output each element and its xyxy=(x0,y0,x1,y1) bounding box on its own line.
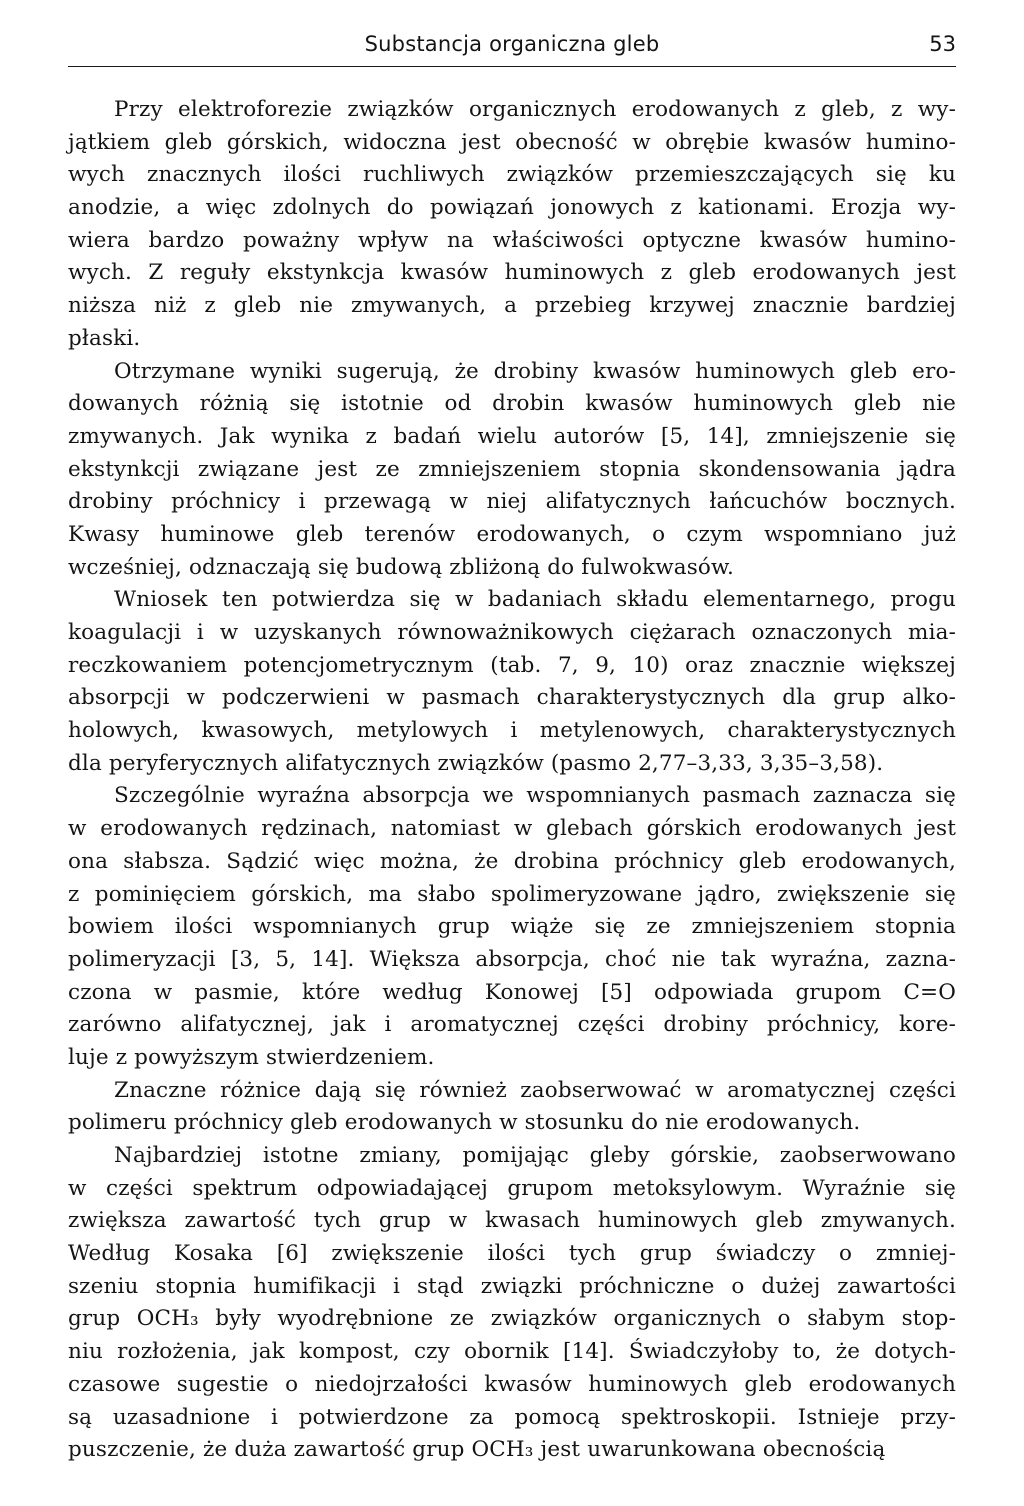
text-line: luje z powyższym stwierdzeniem. xyxy=(68,1044,435,1070)
paragraph xyxy=(68,1140,956,1467)
running-header xyxy=(68,26,956,66)
text-line: bowiem ilości wspomnianych grup wiąże się ze zmniejszeniem stopnia xyxy=(68,914,956,940)
text-line: niższa niż z gleb nie zmywanych, a przebieg krzywej znacznie bardziej xyxy=(68,293,956,319)
text-line: wych znacznych ilości ruchliwych związków przemieszczających się ku xyxy=(68,162,956,188)
text-line: w erodowanych rędzinach, natomiast w glebach górskich erodowanych jest xyxy=(68,816,956,842)
text-line: z pominięciem górskich, ma słabo spolimeryzowane jądro, zwiększenie się xyxy=(68,881,956,907)
text-line: Szczególnie wyraźna absorpcja we wspomnianych pasmach zaznacza się xyxy=(114,783,956,809)
body-text xyxy=(68,94,956,1467)
page-number: 53 xyxy=(929,32,956,56)
text-line: Znaczne różnice dają się również zaobserwować w aromatycznej części xyxy=(114,1077,956,1103)
text-line: koagulacji i w uzyskanych równoważnikowych ciężarach oznaczonych mia- xyxy=(68,620,956,645)
text-line: wiera bardzo poważny wpływ na właściwości optyczne kwasów humino- xyxy=(68,227,956,253)
text-line: szeniu stopnia humifikacji i stąd związki próchniczne o dużej zawartości xyxy=(68,1273,956,1299)
text-line: Najbardziej istotne zmiany, pomijając gleby górskie, zaobserwowano xyxy=(114,1143,956,1168)
text-line: drobiny próchnicy i przewagą w niej alifatycznych łańcuchów bocznych. xyxy=(68,489,956,515)
text-line: Według Kosaka [6] zwiększenie ilości tych grup świadczy o zmniej- xyxy=(68,1241,956,1267)
text-line: puszczenie, że duża zawartość grup OCH₃ jest uwarunkowana obecnością xyxy=(68,1437,886,1463)
text-line: zwiększa zawartość tych grup w kwasach huminowych gleb zmywanych. xyxy=(68,1208,956,1234)
text-line: płaski. xyxy=(68,325,141,351)
text-line: czasowe sugestie o niedojrzałości kwasów huminowych gleb erodowanych xyxy=(68,1371,956,1397)
text-line: dla peryferycznych alifatycznych związków (pasmo 2,77–3,33, 3,35–3,58). xyxy=(68,750,884,776)
text-line: grup OCH₃ były wyodrębnione ze związków organicznych o słabym stop- xyxy=(68,1306,956,1332)
text-line: ekstynkcji związane jest ze zmniejszeniem stopnia skondensowania jądra xyxy=(68,456,956,482)
paragraph xyxy=(68,780,956,1074)
text-line: w części spektrum odpowiadającej grupom metoksylowym. Wyraźnie się xyxy=(68,1175,956,1201)
text-line: anodzie, a więc zdolnych do powiązań jonowych z kationami. Erozja wy- xyxy=(68,195,956,221)
text-line: polimeru próchnicy gleb erodowanych w stosunku do nie erodowanych. xyxy=(68,1110,861,1136)
paragraph xyxy=(68,356,956,585)
text-line: niu rozłożenia, jak kompost, czy obornik [14]. Świadczyłoby to, że dotych- xyxy=(68,1339,956,1365)
text-line: holowych, kwasowych, metylowych i metylenowych, charakterystycznych xyxy=(68,718,956,744)
text-line: dowanych różnią się istotnie od drobin kwasów huminowych gleb nie xyxy=(68,391,956,417)
text-line: wych. Z reguły ekstynkcja kwasów huminowych z gleb erodowanych jest xyxy=(68,260,956,286)
paragraph xyxy=(68,1075,956,1140)
text-line: absorpcji w podczerwieni w pasmach charakterystycznych dla grup alko- xyxy=(68,685,956,711)
text-line: Przy elektroforezie związków organicznych erodowanych z gleb, z wy- xyxy=(114,97,956,122)
text-line: Wniosek ten potwierdza się w badaniach składu elementarnego, progu xyxy=(114,587,956,613)
header-rule xyxy=(68,66,956,67)
paragraph xyxy=(68,584,956,780)
paragraph xyxy=(68,94,956,356)
text-line: ona słabsza. Sądzić więc można, że drobina próchnicy gleb erodowanych, xyxy=(68,848,956,874)
text-line: Kwasy huminowe gleb terenów erodowanych, o czym wspomniano już xyxy=(68,521,956,547)
text-line: zarówno alifatycznej, jak i aromatycznej części drobiny próchnicy, kore- xyxy=(68,1012,956,1038)
text-line: zmywanych. Jak wynika z badań wielu autorów [5, 14], zmniejszenie się xyxy=(68,423,956,449)
text-line: są uzasadnione i potwierdzone za pomocą spektroskopii. Istnieje przy- xyxy=(68,1404,956,1430)
text-line: Otrzymane wyniki sugerują, że drobiny kwasów huminowych gleb ero- xyxy=(114,358,956,384)
text-line: jątkiem gleb górskich, widoczna jest obecność w obrębie kwasów humino- xyxy=(68,129,956,155)
text-line: polimeryzacji [3, 5, 14]. Większa absorpcja, choć nie tak wyraźna, zazna- xyxy=(68,946,956,972)
text-line: wcześniej, odznaczają się budową zbliżoną do fulwokwasów. xyxy=(68,554,735,580)
text-line: reczkowaniem potencjometrycznym (tab. 7, 9, 10) oraz znacznie większej xyxy=(68,652,956,678)
running-title: Substancja organiczna gleb xyxy=(364,32,660,56)
text-line: czona w pasmie, które według Konowej [5] odpowiada grupom C=O xyxy=(68,979,956,1005)
